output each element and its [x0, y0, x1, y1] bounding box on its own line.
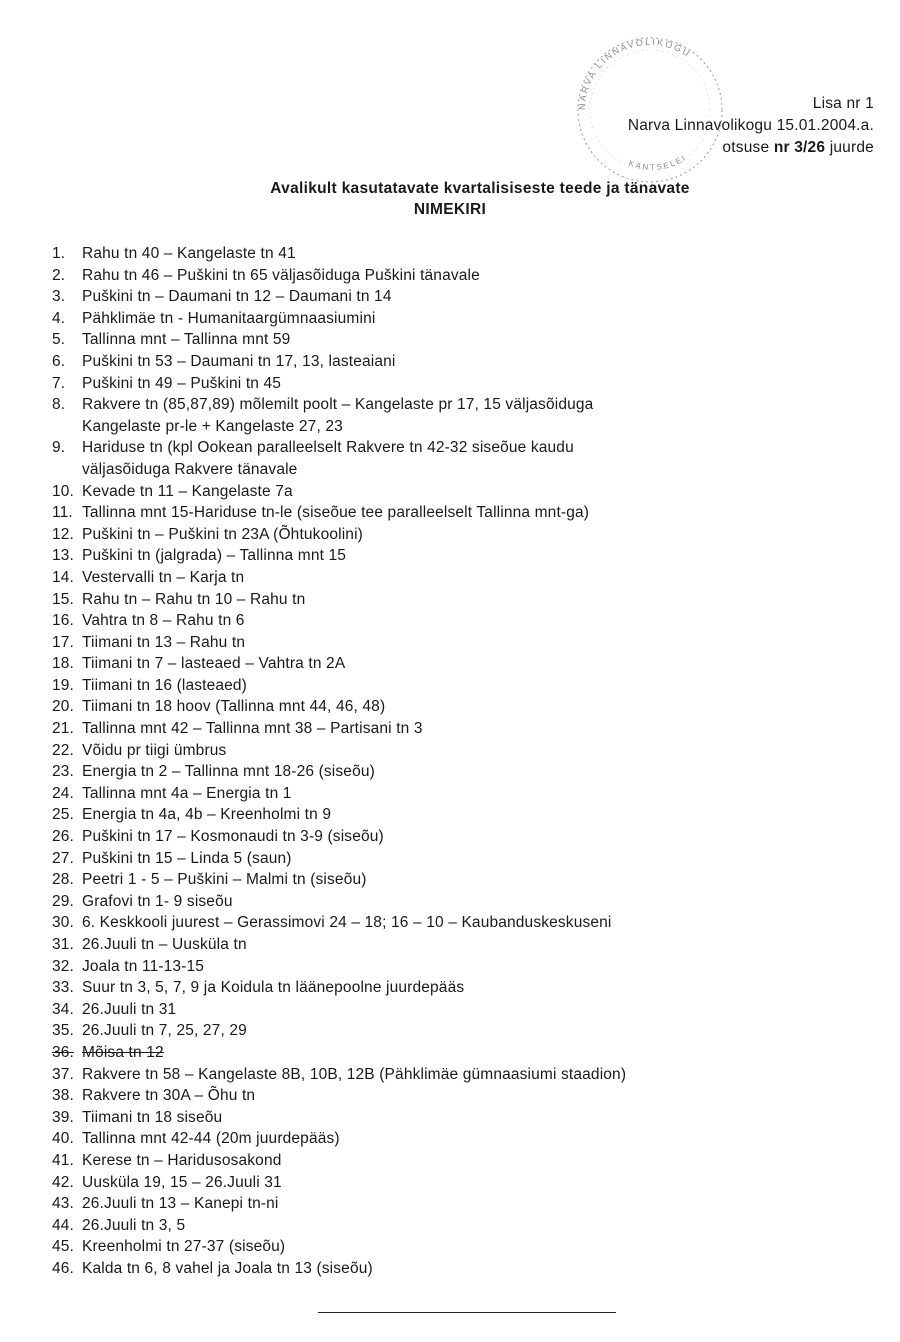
item-text: Kerese tn – Haridusosakond	[82, 1151, 282, 1169]
list-item	[52, 351, 872, 373]
item-number: 33.	[52, 979, 74, 997]
item-number: 25.	[52, 806, 74, 824]
list-item	[52, 502, 872, 524]
item-text: Grafovi tn 1- 9 siseõu	[82, 892, 233, 910]
item-number: 7.	[52, 374, 66, 392]
item-number: 30.	[52, 914, 74, 932]
item-text: 26.Juuli tn 7, 25, 27, 29	[82, 1022, 247, 1040]
item-number: 3.	[52, 288, 66, 306]
list-item	[52, 696, 872, 718]
list-item	[52, 373, 872, 395]
item-text: Energia tn 4a, 4b – Kreenholmi tn 9	[82, 806, 332, 824]
item-text: Tallinna mnt – Tallinna mnt 59	[82, 331, 291, 349]
item-text: Tiimani tn 13 – Rahu tn	[82, 633, 246, 651]
item-text: Joala tn 11-13-15	[82, 957, 205, 975]
item-text: Tiimani tn 18 siseõu	[82, 1108, 223, 1126]
item-number: 45.	[52, 1238, 74, 1256]
list-item	[52, 632, 872, 654]
closing-rule	[318, 1312, 616, 1313]
decision-reference	[628, 137, 874, 159]
item-number: 26.	[52, 828, 74, 846]
item-text: Pähklimäe tn - Humanitaargümnaasiumini	[82, 309, 376, 327]
item-number: 8.	[52, 396, 66, 414]
item-number: 5.	[52, 331, 66, 349]
title-line-2: NIMEKIRI	[413, 201, 487, 218]
item-text-continuation: väljasõiduga Rakvere tänavale	[82, 460, 298, 478]
item-number: 38.	[52, 1087, 74, 1105]
item-number: 14.	[52, 568, 74, 586]
item-text: Puškini tn – Daumani tn 12 – Daumani tn 14	[82, 288, 392, 306]
item-number: 9.	[52, 439, 66, 457]
list-item	[52, 956, 872, 978]
item-text: Vahtra tn 8 – Rahu tn 6	[82, 612, 245, 630]
item-text: Suur tn 3, 5, 7, 9 ja Koidula tn läänepoolne juurdepääs	[82, 979, 465, 997]
item-text: Rakvere tn (85,87,89) mõlemilt poolt – Kangelaste pr 17, 15 väljasõiduga	[82, 396, 594, 414]
list-item	[52, 891, 872, 913]
item-number: 31.	[52, 936, 74, 953]
list-item	[52, 999, 872, 1021]
street-list	[52, 243, 872, 1280]
decision-number: nr 3/26	[773, 139, 826, 156]
item-text: 26.Juuli tn 31	[82, 1000, 177, 1018]
item-text: Energia tn 2 – Tallinna mnt 18-26 (siseõu)	[82, 763, 375, 781]
item-number: 28.	[52, 871, 74, 889]
item-number: 32.	[52, 957, 74, 975]
item-number: 18.	[52, 655, 74, 673]
item-text: Rahu tn 46 – Puškini tn 65 väljasõiduga Puškini tänavale	[82, 266, 480, 284]
item-number: 35.	[52, 1022, 74, 1040]
item-number: 36.	[52, 1043, 74, 1061]
item-text: 6. Keskkooli juurest – Gerassimovi 24 – 18; 16 – 10 – Kaubanduskeskuseni	[82, 914, 612, 932]
list-item	[52, 545, 872, 567]
list-item	[52, 243, 872, 265]
item-number: 40.	[52, 1130, 74, 1148]
item-text: Puškini tn 17 – Kosmonaudi tn 3-9 (siseõu)	[82, 828, 384, 846]
decision-suffix: juurde	[829, 139, 874, 156]
item-number: 13.	[52, 547, 74, 565]
item-text: Võidu pr tiigi ümbrus	[82, 741, 227, 759]
item-number: 15.	[52, 590, 74, 608]
item-number: 39.	[52, 1108, 74, 1126]
item-number: 12.	[52, 525, 74, 543]
item-number: 2.	[52, 266, 66, 284]
item-number: 37.	[52, 1065, 74, 1083]
list-item	[52, 1064, 872, 1086]
list-item	[52, 675, 872, 697]
appendix-label: Lisa nr 1	[812, 95, 874, 112]
document-header	[628, 93, 874, 159]
item-text: Puškini tn (jalgrada) – Tallinna mnt 15	[82, 547, 347, 565]
item-text: Rahu tn – Rahu tn 10 – Rahu tn	[82, 590, 306, 608]
item-number: 20.	[52, 698, 74, 716]
list-item	[52, 610, 872, 632]
item-text: Kevade tn 11 – Kangelaste 7a	[82, 482, 293, 500]
list-item	[52, 1128, 872, 1150]
item-text: 26.Juuli tn 3, 5	[82, 1216, 186, 1234]
item-text: Tiimani tn 7 – lasteaed – Vahtra tn 2A	[82, 655, 346, 673]
item-number: 27.	[52, 849, 74, 867]
item-number: 29.	[52, 892, 74, 910]
item-number: 44.	[52, 1216, 74, 1234]
item-text: Tallinna mnt 42-44 (20m juurdepääs)	[82, 1130, 340, 1148]
stamp-text-bottom: KANTSELEI	[627, 152, 689, 173]
item-number: 22.	[52, 741, 74, 759]
item-text: Kalda tn 6, 8 vahel ja Joala tn 13 (siseõu)	[82, 1259, 373, 1277]
list-item	[52, 653, 872, 675]
item-text: Puškini tn – Puškini tn 23A (Õhtukoolini)	[82, 525, 363, 543]
item-number: 1.	[52, 245, 66, 262]
list-item	[52, 286, 872, 308]
list-item	[52, 308, 872, 330]
item-text: Puškini tn 53 – Daumani tn 17, 13, lasteaiani	[82, 352, 396, 370]
item-text: Peetri 1 - 5 – Puškini – Malmi tn (siseõu)	[82, 871, 367, 889]
item-text: Mõisa tn 12	[82, 1043, 164, 1061]
item-number: 11.	[52, 504, 73, 522]
item-text-continuation: Kangelaste pr-le + Kangelaste 27, 23	[82, 417, 343, 435]
list-item	[52, 783, 872, 805]
stamp-text-top: NARVA LINNAVOLIKOGU	[576, 36, 694, 111]
list-item	[52, 329, 872, 351]
item-number: 16.	[52, 612, 74, 630]
list-item	[52, 869, 872, 891]
list-item	[52, 1258, 872, 1280]
item-number: 10.	[52, 482, 74, 500]
list-item	[52, 1215, 872, 1237]
list-item	[52, 740, 872, 762]
item-text: 26.Juuli tn – Uusküla tn	[82, 936, 247, 953]
item-number: 46.	[52, 1259, 74, 1277]
list-item	[52, 481, 872, 503]
list-item	[52, 912, 872, 934]
item-text: Puškini tn 49 – Puškini tn 45	[82, 374, 282, 392]
list-item	[52, 1042, 872, 1064]
list-item	[52, 589, 872, 611]
list-item	[52, 1020, 872, 1042]
item-text: Kreenholmi tn 27-37 (siseõu)	[82, 1238, 286, 1256]
list-item	[52, 761, 872, 783]
item-number: 21.	[52, 720, 74, 738]
item-text: Tallinna mnt 15-Hariduse tn-le (siseõue tee paralleelselt Tallinna mnt-ga)	[82, 504, 590, 522]
item-number: 19.	[52, 676, 74, 694]
item-number: 43.	[52, 1195, 74, 1213]
title-line-1: Avalikult kasutatavate kvartalisiseste teede ja tänavate	[270, 180, 690, 197]
list-item	[52, 718, 872, 740]
item-text: Tiimani tn 18 hoov (Tallinna mnt 44, 46, 48)	[82, 698, 386, 716]
item-number: 4.	[52, 309, 66, 327]
list-item	[52, 934, 872, 956]
item-text: Uusküla 19, 15 – 26.Juuli 31	[82, 1173, 282, 1191]
list-item	[52, 265, 872, 287]
list-item	[52, 567, 872, 589]
item-number: 17.	[52, 633, 74, 651]
item-text: 26.Juuli tn 13 – Kanepi tn-ni	[82, 1195, 279, 1213]
list-item	[52, 1085, 872, 1107]
item-text: Tallinna mnt 42 – Tallinna mnt 38 – Partisani tn 3	[82, 720, 423, 738]
item-number: 42.	[52, 1173, 74, 1191]
list-item	[52, 804, 872, 826]
item-text: Tallinna mnt 4a – Energia tn 1	[82, 784, 292, 802]
list-item	[52, 826, 872, 848]
list-item	[52, 524, 872, 546]
document-title	[0, 178, 900, 220]
list-item	[52, 1172, 872, 1194]
list-item	[52, 1193, 872, 1215]
item-text: Puškini tn 15 – Linda 5 (saun)	[82, 849, 292, 867]
item-text: Hariduse tn (kpl Ookean paralleelselt Rakvere tn 42-32 siseõue kaudu	[82, 439, 574, 457]
list-item	[52, 848, 872, 870]
list-item	[52, 1150, 872, 1172]
item-text: Tiimani tn 16 (lasteaed)	[82, 676, 247, 694]
item-number: 34.	[52, 1000, 74, 1018]
item-number: 6.	[52, 352, 66, 370]
item-text: Rakvere tn 58 – Kangelaste 8B, 10B, 12B (Pähklimäe gümnaasiumi staadion)	[82, 1065, 627, 1083]
item-number: 41.	[52, 1151, 74, 1169]
list-item	[52, 437, 872, 480]
list-item	[52, 1107, 872, 1129]
list-item	[52, 394, 872, 437]
council-date: Narva Linnavolikogu 15.01.2004.a.	[627, 117, 874, 134]
item-text: Rahu tn 40 – Kangelaste tn 41	[82, 245, 296, 262]
item-number: 23.	[52, 763, 74, 781]
decision-prefix: otsuse	[722, 139, 770, 156]
item-number: 24.	[52, 784, 74, 802]
list-item	[52, 977, 872, 999]
list-item	[52, 1236, 872, 1258]
item-text: Vestervalli tn – Karja tn	[82, 568, 245, 586]
item-text: Rakvere tn 30A – Õhu tn	[82, 1087, 256, 1105]
